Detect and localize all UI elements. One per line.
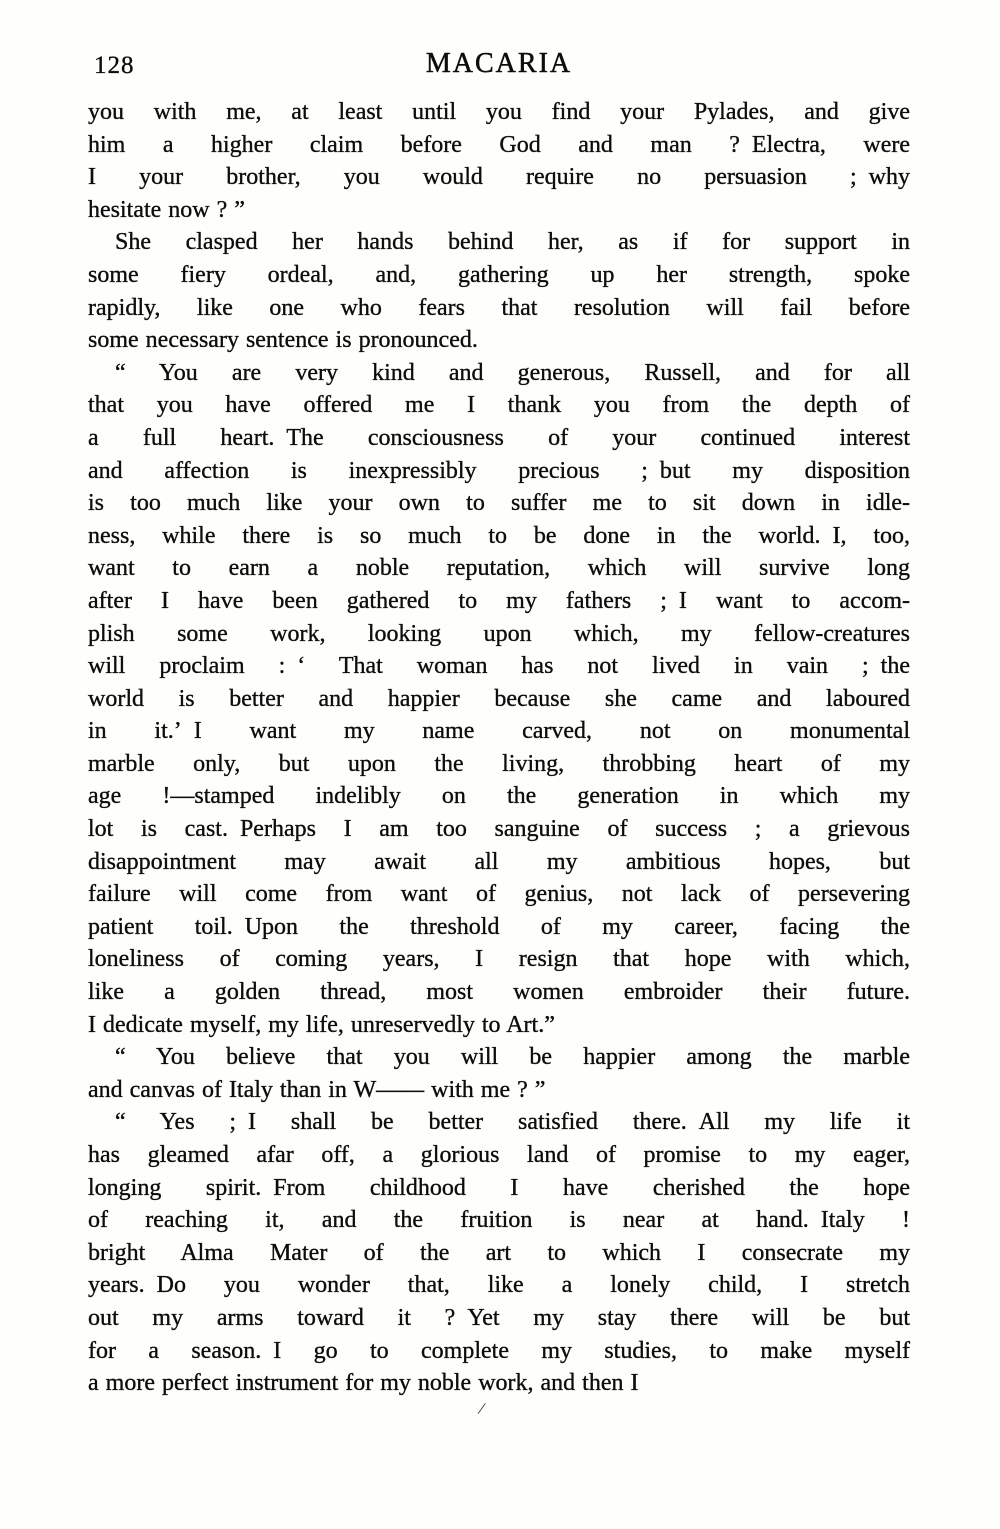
text-line: world is better and happier because she came and laboured	[88, 685, 910, 712]
text-line: ness, while there is so much to be done in the world. I, too,	[88, 522, 910, 549]
text-line: I dedicate myself, my life, unreservedly to Art.”	[88, 1011, 555, 1038]
text-line: plish some work, looking upon which, my fellow-creatures	[88, 620, 910, 647]
text-line: a more perfect instrument for my noble work, and then I	[88, 1370, 639, 1397]
text-line: you with me, at least until you find your Pylades, and give	[88, 99, 910, 125]
scan-artifact-mark: /	[477, 1398, 486, 1419]
text-line: is too much like your own to suffer me to sit down in idle-	[88, 490, 910, 517]
text-line: patient toil. Upon the threshold of my career, facing the	[88, 913, 910, 940]
text-line: of reaching it, and the fruition is near at hand. Italy !	[88, 1207, 910, 1234]
text-line: has gleamed afar off, a glorious land of promise to my eager,	[88, 1142, 910, 1168]
text-line: will proclaim : ‘ That woman has not lived in vain ; the	[88, 653, 910, 680]
text-line: some fiery ordeal, and, gathering up her strength, spoke	[88, 261, 910, 288]
paragraph	[88, 1041, 910, 1106]
text-line: lot is cast. Perhaps I am too sanguine of success ; a grievous	[88, 816, 910, 843]
text-line: bright Alma Mater of the art to which I consecrate my	[88, 1239, 910, 1266]
text-line: some necessary sentence is pronounced.	[88, 327, 478, 354]
text-line: I your brother, you would require no persuasion ; why	[88, 164, 910, 191]
text-line: “ You believe that you will be happier among the marble	[115, 1044, 910, 1071]
text-line: She clasped her hands behind her, as if for support in	[115, 229, 910, 256]
text-line: for a season. I go to complete my studies, to make myself	[88, 1337, 910, 1364]
text-line: that you have offered me I thank you from the depth of	[88, 392, 910, 419]
page-number: 128	[94, 52, 135, 79]
text-line: like a golden thread, most women embroider their future.	[88, 979, 910, 1006]
paragraph	[88, 226, 910, 356]
text-line: loneliness of coming years, I resign that hope with which,	[88, 946, 910, 973]
text-line: and canvas of Italy than in W—— with me ? ”	[88, 1076, 546, 1103]
paragraph	[88, 357, 910, 1041]
text-line: age !—stamped indelibly on the generation in which my	[88, 783, 910, 810]
text-block	[88, 96, 910, 1400]
text-line: rapidly, like one who fears that resolution will fail before	[88, 294, 910, 321]
text-line: him a higher claim before God and man ? Electra, were	[88, 131, 910, 158]
text-line: “ You are very kind and generous, Russell, and for all	[115, 359, 910, 386]
page-title: MACARIA	[425, 48, 573, 79]
paragraph	[88, 1106, 910, 1399]
text-line: hesitate now ? ”	[88, 196, 245, 223]
text-line: “ Yes ; I shall be better satisfied there. All my life it	[115, 1109, 910, 1136]
text-line: a full heart. The consciousness of your continued interest	[88, 424, 910, 451]
text-line: out my arms toward it ? Yet my stay there will be but	[88, 1304, 910, 1331]
text-line: years. Do you wonder that, like a lonely child, I stretch	[88, 1272, 910, 1299]
text-line: want to earn a noble reputation, which will survive long	[88, 555, 910, 582]
paragraph	[88, 96, 910, 226]
text-line: after I have been gathered to my fathers ; I want to accom-	[88, 587, 910, 614]
text-line: in it.’ I want my name carved, not on monumental	[88, 718, 910, 745]
page-header	[88, 48, 910, 82]
text-line: disappointment may await all my ambitious hopes, but	[88, 848, 910, 875]
text-line: failure will come from want of genius, not lack of persevering	[88, 881, 910, 908]
text-line: marble only, but upon the living, throbbing heart of my	[88, 750, 910, 777]
text-line: longing spirit. From childhood I have cherished the hope	[88, 1174, 910, 1201]
text-line: and affection is inexpressibly precious ; but my disposition	[88, 457, 910, 484]
